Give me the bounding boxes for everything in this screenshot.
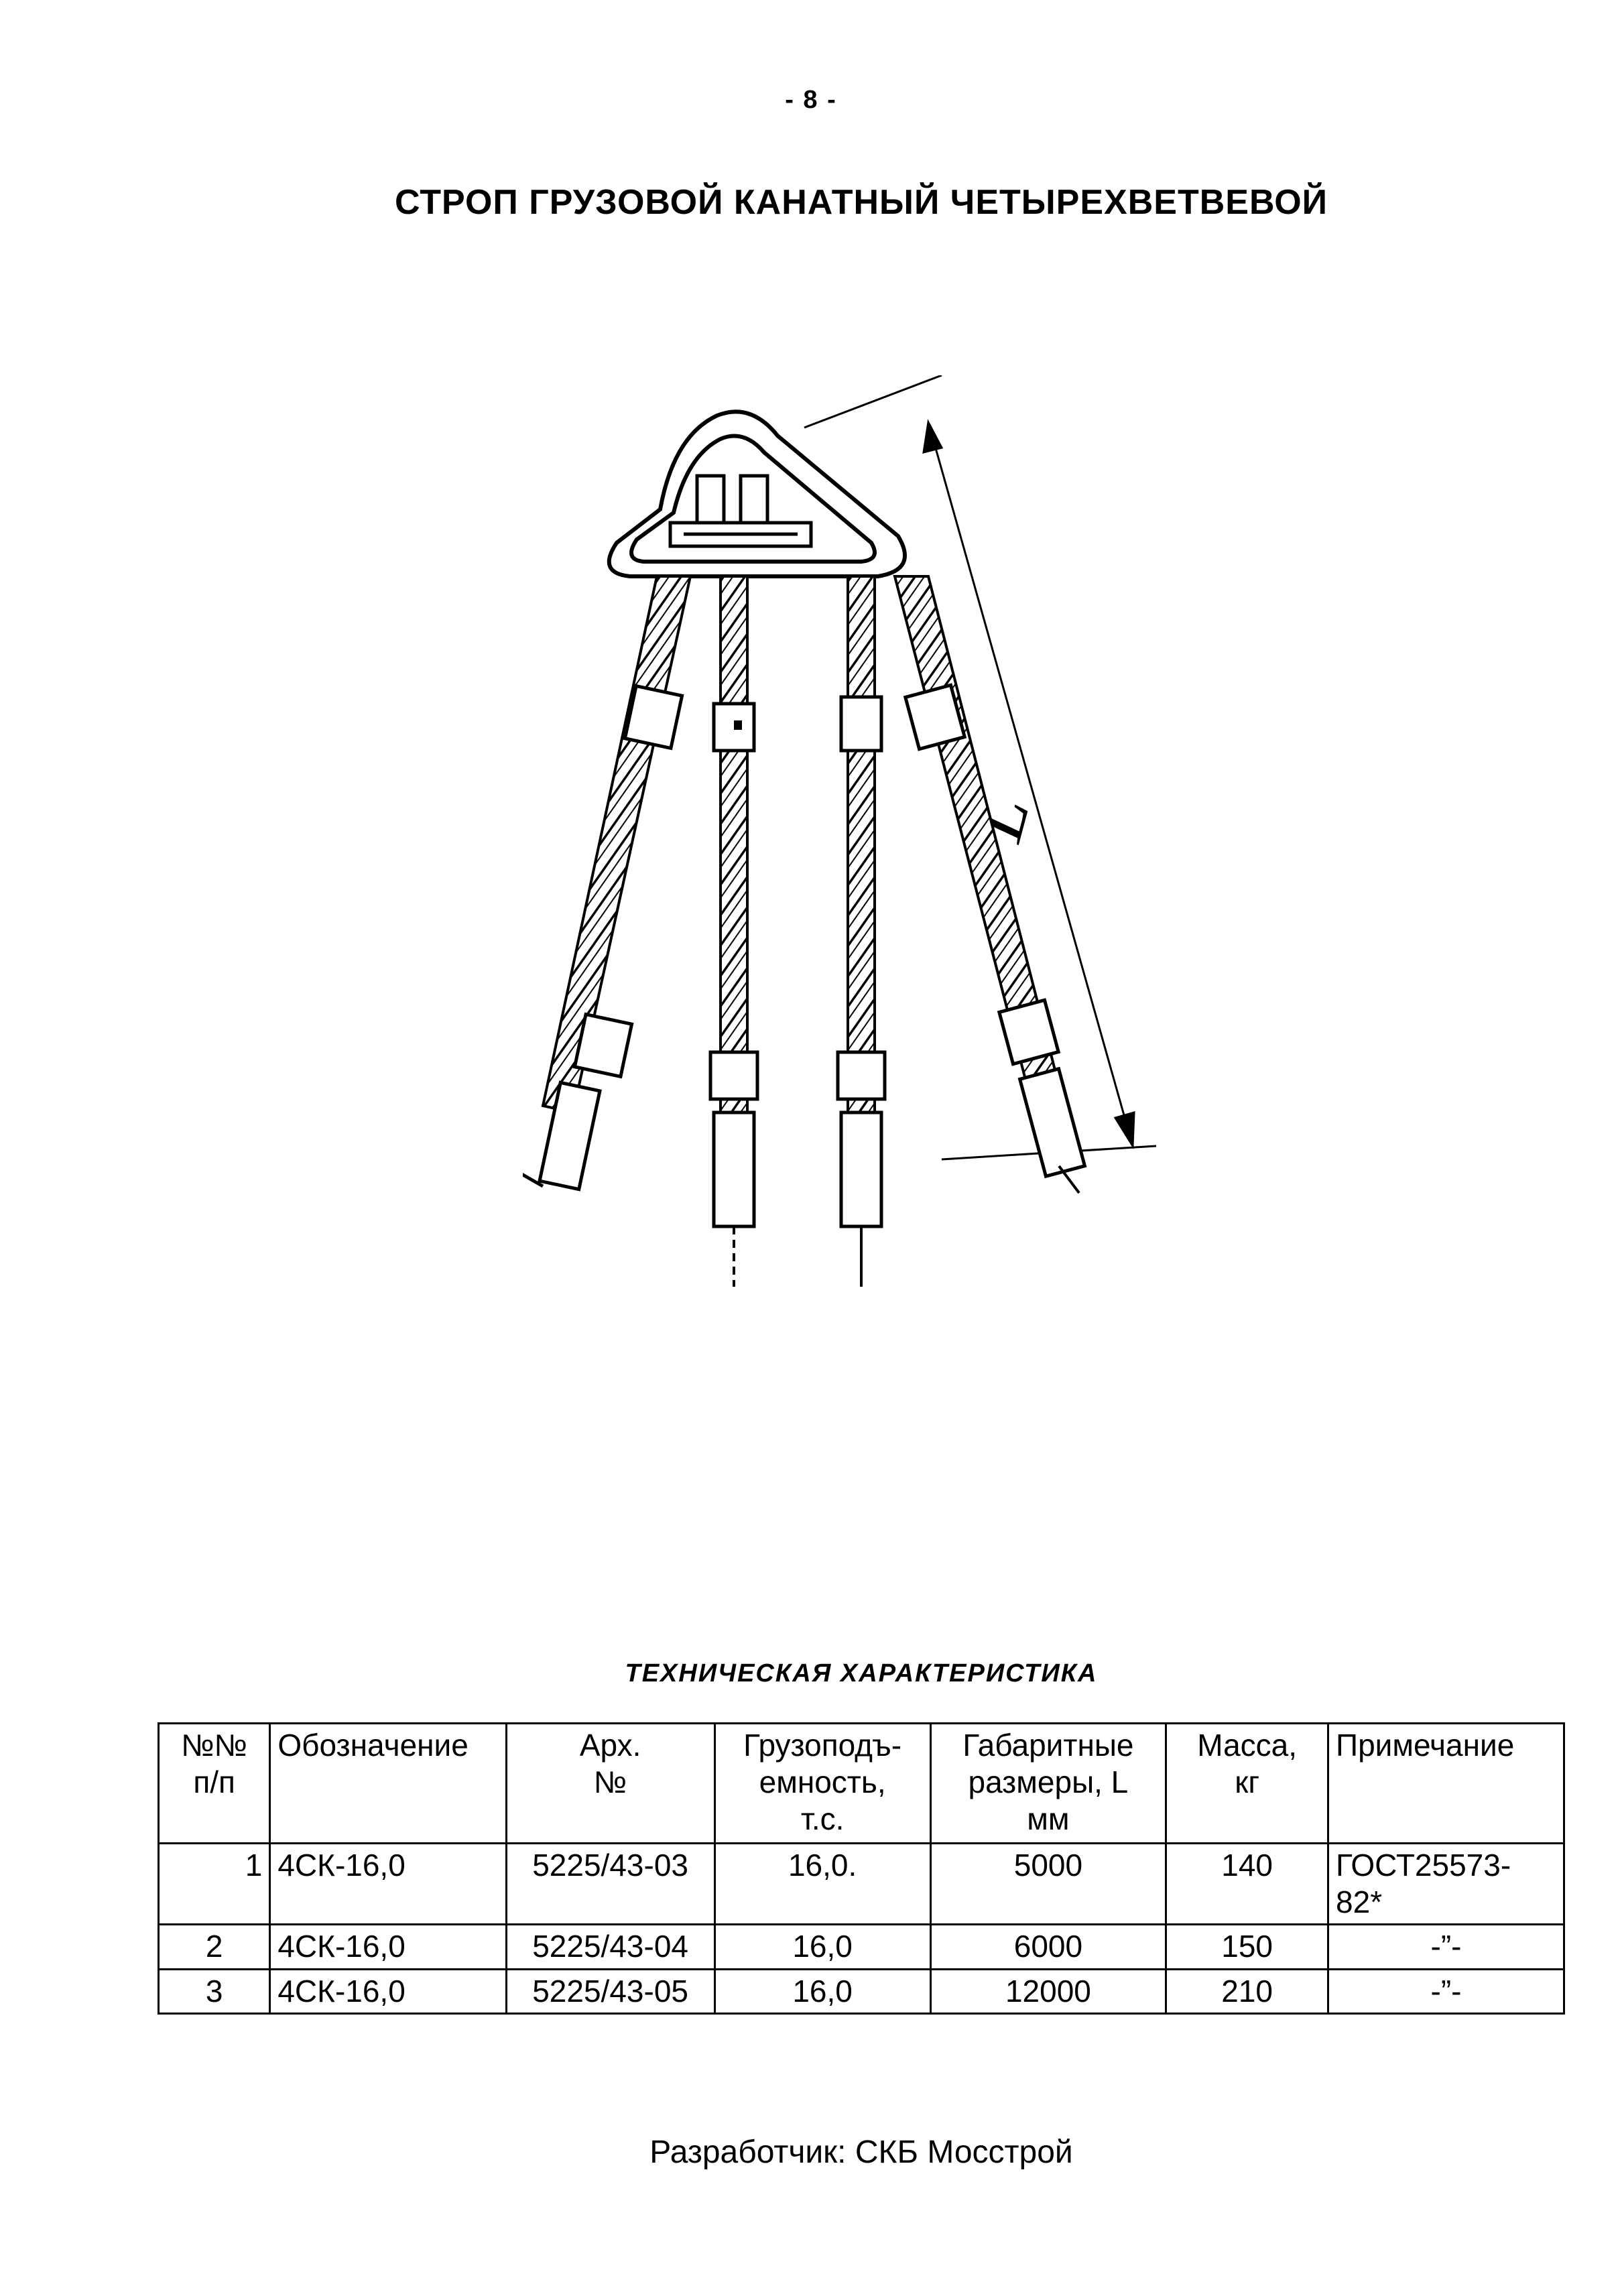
cell-designation: 4СК-16,0 — [270, 1844, 506, 1925]
table-row — [159, 1969, 1564, 2013]
cell-capacity: 16,0. — [714, 1844, 930, 1925]
sling-leg-1 — [523, 576, 690, 1190]
header-archive-number: Арх. № — [506, 1724, 714, 1844]
cell-dimensions: 12000 — [930, 1969, 1166, 2013]
sling-leg-3 — [838, 576, 885, 1287]
cell-note: ГОСТ25573-82* — [1328, 1844, 1564, 1925]
cell-mass: 140 — [1166, 1844, 1328, 1925]
header-mass: Масса, кг — [1166, 1724, 1328, 1844]
cell-note: -”- — [1328, 1969, 1564, 2013]
cell-arch: 5225/43-05 — [506, 1969, 714, 2013]
page-number: - 8 - — [785, 86, 837, 114]
document-title: СТРОП ГРУЗОВОЙ КАНАТНЫЙ ЧЕТЫРЕХВЕТВЕВОЙ — [394, 183, 1328, 222]
cell-arch: 5225/43-04 — [506, 1925, 714, 1969]
header-capacity: Грузоподъ- емность, т.с. — [714, 1724, 930, 1844]
cell-mass: 210 — [1166, 1969, 1328, 2013]
developer-footer: Разработчик: СКБ Мосстрой — [649, 2134, 1073, 2170]
sling-drawing — [523, 375, 1193, 1287]
cell-dimensions: 6000 — [930, 1925, 1166, 1969]
cell-capacity: 16,0 — [714, 1969, 930, 2013]
cell-num: 3 — [159, 1969, 270, 2013]
cell-dimensions: 5000 — [930, 1844, 1166, 1925]
cell-capacity: 16,0 — [714, 1925, 930, 1969]
dimension-label: L — [955, 787, 1046, 849]
cell-arch: 5225/43-03 — [506, 1844, 714, 1925]
table-header-row — [159, 1724, 1564, 1844]
connector-block — [670, 476, 811, 546]
table-row — [159, 1925, 1564, 1969]
sling-leg-4 — [895, 576, 1084, 1193]
header-note: Примечание — [1328, 1724, 1564, 1844]
header-dimensions: Габаритные размеры, L мм — [930, 1724, 1166, 1844]
sling-leg-2 — [710, 576, 757, 1287]
cell-designation: 4СК-16,0 — [270, 1969, 506, 2013]
header-designation: Обозначение — [270, 1724, 506, 1844]
cell-note: -”- — [1328, 1925, 1564, 1969]
cell-mass: 150 — [1166, 1925, 1328, 1969]
section-heading: ТЕХНИЧЕСКАЯ ХАРАКТЕРИСТИКА — [625, 1659, 1098, 1687]
header-num: №№ п/п — [159, 1724, 270, 1844]
cell-num: 2 — [159, 1925, 270, 1969]
cell-designation: 4СК-16,0 — [270, 1925, 506, 1969]
table-row — [159, 1844, 1564, 1925]
cell-num: 1 — [159, 1844, 270, 1925]
technical-specification-table — [158, 1722, 1565, 2015]
